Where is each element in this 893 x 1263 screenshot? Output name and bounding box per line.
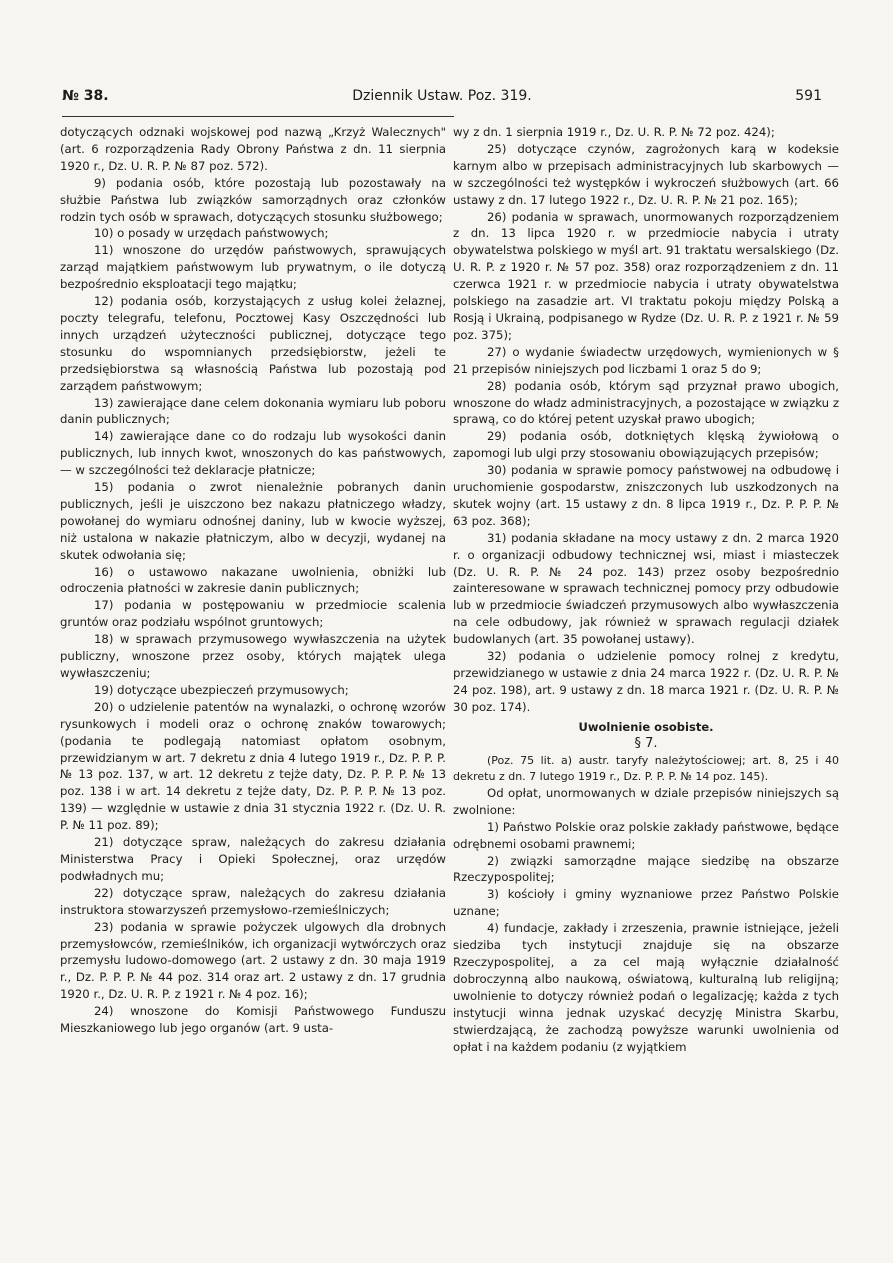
list-item: 31) podania składane na mocy ustawy z dn. 2 marca 1920 r. o organizacji odbudowy technicznej wsi, miast i miasteczek (Dz. U. R. P. № 24 poz. 143) przez osoby bezpośrednio zainteresowane w sprawach technicznej pomocy przy odbudowie lub w przedmiocie świadczeń przymusowych albo wywłaszczenia na cele odbudowy, jak również w sprawach regulacji działek budowlanych (art. 35 powołanej ustawy). [453,530,839,647]
right-column [453,124,839,1055]
page-header [62,88,822,110]
list-item: 13) zawierające dane celem dokonania wymiaru lub poboru danin publicznych; [60,395,446,427]
list-item: 21) dotyczące spraw, należących do zakresu działania Ministerstwa Pracy i Opieki Społecznej, oraz urzędów podwładnych mu; [60,835,446,883]
list-item: 30) podania w sprawie pomocy państwowej na odbudowę i uruchomienie gospodarstw, zniszczonych lub uszkodzonych na skutek wojny (art. 15 ustawy z dn. 8 lipca 1919 r., Dz. P. P. P. № 63 poz. 368); [453,463,839,528]
issue-number: № 38. [62,88,109,104]
list-item: 2) związki samorządne mające siedzibę na obszarze Rzeczypospolitej; [453,853,839,885]
list-item: 24) wnoszone do Komisji Państwowego Funduszu Mieszkaniowego lub jego organów (art. 9 usta- [60,1004,446,1036]
list-item: 1) Państwo Polskie oraz polskie zakłady państwowe, będące odrębnemi osobami prawnemi; [453,819,839,851]
list-item: 16) o ustawowo nakazane uwolnienia, obniżki lub odroczenia płatności w zakresie danin publicznych; [60,564,446,596]
paragraph: Od opłat, unormowanych w dziale przepisów niniejszych są zwolnione: [453,785,839,817]
list-item: 17) podania w postępowaniu w przedmiocie scalenia gruntów oraz podziału wspólnot gruntowych; [60,598,446,630]
paragraph: wy z dn. 1 sierpnia 1919 r., Dz. U. R. P. № 72 poz. 424); [453,125,775,139]
list-item: 19) dotyczące ubezpieczeń przymusowych; [94,682,349,697]
list-item: 22) dotyczące spraw, należących do zakresu działania instruktora stowarzyszeń przemysłowo-rzemieślniczych; [60,885,446,917]
list-item: 20) o udzielenie patentów na wynalazki, o ochronę wzorów rysunkowych i modeli oraz o ochronę znaków towarowych; (podania te podlegają natomiast opłatom osobnym, przewidzianym w art. 7 dekretu z dnia 4 lutego 1919 r., Dz. P. P. P. № 13 poz. 137, w art. 12 dekretu z tejże daty, Dz. P. P. P. № 13 poz. 138 i w art. 14 dekretu z tejże daty, Dz. P. P. P. № 13 poz. 139) — względnie w ustawie z dnia 31 stycznia 1922 r. (Dz. U. R. P. № 11 poz. 89); [60,699,446,833]
left-column [60,124,446,1037]
list-item: 25) dotyczące czynów, zagrożonych karą w kodeksie karnym albo w przepisach administracyjnych lub skarbowych — w szczególności też występków i wykroczeń służbowych (art. 66 ustawy z dn. 17 lutego 1922 r., Dz. U. R. P. № 21 poz. 165); [453,141,839,207]
list-item: 32) podania o udzielenie pomocy rolnej z kredytu, przewidzianego w ustawie z dnia 24 marca 1922 r. (Dz. U. R. P. № 24 poz. 198), art. 9 ustawy z dn. 18 marca 1921 r. (Dz. U. R. P. № 30 poz. 174). [453,649,839,714]
list-item: 14) zawierające dane co do rodzaju lub wysokości danin publicznych, lub innych kwot, wnoszonych do kas państwowych, — w szczególności też deklaracje płatnicze; [60,429,446,478]
list-item: 23) podania w sprawie pożyczek ulgowych dla drobnych przemysłowców, rzemieślników, ich organizacji wytwórczych oraz przemysłu ludowo-domowego (art. 2 ustawy z dn. 30 maja 1919 r., Dz. P. P. P. № 44 poz. 314 oraz art. 2 ustawy z dn. 17 grudnia 1920 r., Dz. U. R. P. z 1921 r. № 4 poz. 16); [60,919,446,1002]
section-heading: Uwolnienie osobiste. [578,719,714,734]
list-item: 12) podania osób, korzystających z usług kolei żelaznej, poczty telegrafu, telefonu, Pocztowej Kasy Oszczędności lub innych urządzeń użyteczności publicznej, dotyczące tego stosunku do wspomnianych przedsiębiorstw, jeżeli te przedsiębiorstwa są własnością Państwa lub pozostają pod zarządem państwowym; [60,294,446,393]
list-item: 3) kościoły i gminy wyznaniowe przez Państwo Polskie uznane; [453,887,839,919]
section-number: § 7. [634,735,658,751]
list-item: 29) podania osób, dotkniętych klęską żywiołową o zapomogi lub ulgi przy stosowaniu obowiązujących przepisów; [453,429,839,461]
list-item: 15) podania o zwrot nienależnie pobranych danin publicznych, jeśli je uiszczono bez nakazu płatniczego władzy, powołanej do wymiaru odnośnej daniny, lub w kwocie wyższej, niż ustalona w nakazie płatniczym, albo w decyzji, wydanej na skutek odwołania się; [60,480,446,562]
list-item: 4) fundacje, zakłady i zrzeszenia, prawnie istniejące, jeżeli siedziba tych instytucji znajduje się na obszarze Rzeczypospolitej, a za cel mają wyłącznie działalność dobroczynną albo naukową, oświatową, kulturalną lub religijną; uwolnienie to dotyczy również podań o legalizację; każda z tych instytucji winna jednak uzyskać decyzję Ministra Skarbu, stwierdzającą, że zachodzą powyższe warunki uwolnienia od opłat i na każdem podaniu (z wyjątkiem [453,921,839,1054]
list-item: 28) podania osób, którym sąd przyznał prawo ubogich, wnoszone do władz administracyjnych, a pozostające w związku z sprawą, co do której petent uzyskał prawo ubogich; [453,378,839,427]
list-item: 10) o posady w urzędach państwowych; [94,226,329,241]
list-item: 27) o wydanie świadectw urzędowych, wymienionych w § 21 przepisów niniejszych pod liczbami 1 oraz 5 do 9; [453,344,839,376]
header-rule [62,116,454,117]
page-number: 591 [795,88,822,104]
list-item: 18) w sprawach przymusowego wywłaszczenia na użytek publiczny, wnoszone przez osoby, których majątek ulega wywłaszczeniu; [60,632,446,680]
list-item: 11) wnoszone do urzędów państwowych, sprawujących zarząd majątkiem państwowym lub prywatnym, o ile dotyczą bezpośrednio eksploatacji tego majątku; [60,243,446,292]
journal-title: Dziennik Ustaw. Poz. 319. [352,88,532,104]
legal-note: (Poz. 75 lit. a) austr. taryfy należytościowej; art. 8, 25 i 40 dekretu z dn. 7 lutego 1919 r., Dz. P. P. P. № 14 poz. 145). [453,753,839,783]
list-item: 9) podania osób, które pozostają lub pozostawały na służbie Państwa lub związków samorządnych oraz członków rodzin tych osób w sprawach, dotyczących stosunku służbowego; [60,175,446,224]
list-item: 26) podania w sprawach, unormowanych rozporządzeniem z dn. 13 lipca 1920 r. w przedmiocie nabycia i utraty obywatelstwa polskiego w myśl art. 91 traktatu wersalskiego (Dz. U. R. P. z 1920 r. № 57 poz. 358) oraz rozporządzeniem z dn. 11 czerwca 1921 r. w przedmiocie nabycia i utraty obywatelstwa polskiego na zasadzie art. VI traktatu pokoju między Polską a Rosją i Ukrainą, podpisanego w Rydze (Dz. U. R. P. z 1921 r. № 59 poz. 375); [453,209,839,342]
paragraph: dotyczących odznaki wojskowej pod nazwą „Krzyż Walecznych" (art. 6 rozporządzenia Rady Obrony Państwa z dn. 11 sierpnia 1920 r., Dz. U. R. P. № 87 poz. 572). [60,125,446,173]
